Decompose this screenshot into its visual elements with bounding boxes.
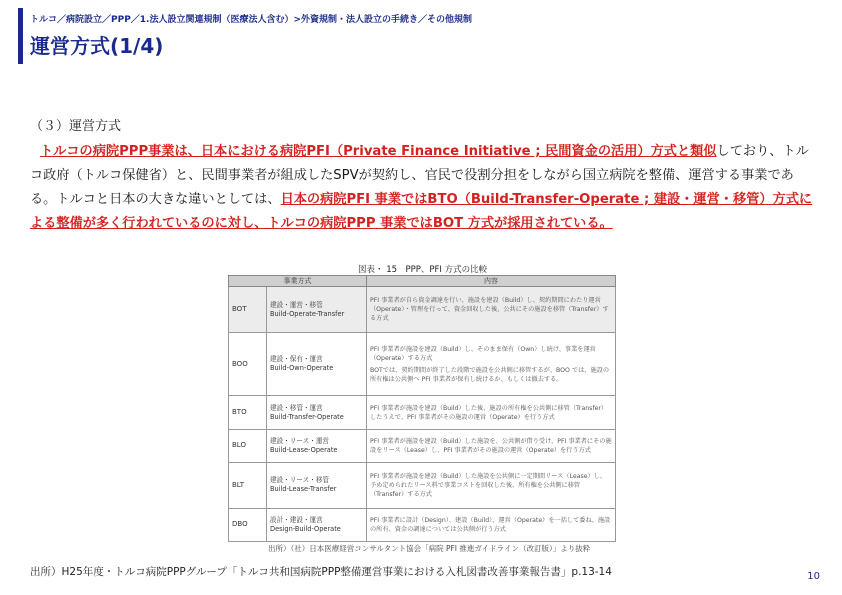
scheme-abbr: BLO	[229, 429, 267, 462]
scheme-comparison-table	[228, 275, 616, 542]
scheme-description-text: PFI 事業者が施設を建設（Build）し、そのまま保有（Own）し続け、事業を運営（Operate）する方式	[370, 345, 596, 362]
table-row	[229, 508, 616, 541]
scheme-description-text: PFI 事業者が自ら資金調達を行い、施設を建設（Build）し、契約期間にわたり運営（Operate）・管理を行って、資金回収した後、公共にその施設を移管（Transfer）する方式	[370, 297, 609, 323]
scheme-name-line: 設計・建設・運営	[270, 515, 323, 524]
table-header-content: 内容	[367, 276, 616, 287]
table-row	[229, 287, 616, 333]
table-header-scheme: 事業方式	[229, 276, 367, 287]
scheme-name-line: Build-Own-Operate	[270, 364, 334, 373]
scheme-name	[267, 429, 367, 462]
source-note: 出所）H25年度・トルコ病院PPPグループ「トルコ共和国病院PPP整備運営事業における入札図書改善事業報告書」p.13-14	[30, 566, 612, 578]
scheme-abbr: BOT	[229, 287, 267, 333]
scheme-description	[367, 429, 616, 462]
scheme-abbr: BLT	[229, 462, 267, 508]
scheme-name-line: 建設・保有・運営	[270, 355, 323, 364]
scheme-abbr: DBO	[229, 508, 267, 541]
scheme-name	[267, 287, 367, 333]
scheme-name	[267, 333, 367, 396]
scheme-name-line: Build-Lease-Operate	[270, 445, 338, 454]
body-text-2: しており、トルコ政府（トルコ保健省）と、民間事業者が組成したSPVが契約し、官民で役割分担をしながら国立病院を整備、運営する事業である。トルコと日本の大きな違いとしては、	[30, 144, 809, 207]
body-paragraph	[30, 140, 820, 236]
scheme-abbr: BTO	[229, 396, 267, 429]
scheme-name-line: 建設・移管・運営	[270, 403, 323, 412]
scheme-name-line: 建設・リース・移管	[270, 476, 330, 485]
scheme-name	[267, 462, 367, 508]
table-source-note: 出所）（社）日本医療経営コンサルタント協会「病院 PFI 推進ガイドライン（改訂版）」より抜粋	[268, 544, 591, 553]
scheme-name-line: 建設・リース・運営	[270, 436, 330, 445]
scheme-description	[367, 462, 616, 508]
scheme-description-text: PFI 事業者が施設を建設（Build）した後、施設の所有権を公共側に移管（Transfer）したうえで、PFI 事業者がその施設の運営（Operate）を行う方式	[370, 404, 608, 421]
scheme-description-text: BOTでは、契約期間が終了した段階で施設を公共側に移管するが、BOO では、施設の所有権は公共側へ PFI 事業者が保有し続けるか、もしくは撤去する。	[370, 366, 610, 383]
scheme-name-line: 建設・運営・移管	[270, 300, 323, 309]
table-row	[229, 333, 616, 396]
scheme-name	[267, 508, 367, 541]
scheme-description	[367, 333, 616, 396]
highlight-text-1: トルコの病院PPP事業は、日本における病院PFI（Private Finance Initiative ; 民間資金の活用）方式と類似	[40, 144, 717, 159]
scheme-description-text: PFI 事業者に設計（Design）、建設（Build）、運営（Operate）を一括して委ね、施設の所有、資金の調達については公共側が行う方式	[370, 516, 611, 533]
table-row	[229, 462, 616, 508]
page-title: 運営方式(1/4)	[30, 34, 164, 58]
table-row	[229, 396, 616, 429]
scheme-description-text: PFI 事業者が施設を建設（Build）した施設を、公共側が借り受け、PFI 事業者にその施設をリース（Lease）し、PFI 事業者がその施設の運営（Operate）を行う方式	[370, 437, 612, 454]
scheme-description-text: PFI 事業者が施設を建設（Build）した施設を公共側に一定期間リース（Lease）し、予め定められたリース料で事業コストを回収した後、所有権を公共側に移管（Transfer）する方式	[370, 472, 607, 498]
scheme-name	[267, 396, 367, 429]
scheme-name-line: Design-Build-Operate	[270, 524, 341, 533]
scheme-description	[367, 396, 616, 429]
scheme-abbr: BOO	[229, 333, 267, 396]
header-accent-bar	[18, 8, 23, 64]
figure-caption: 図表・ 15 PPP、PFI 方式の比較	[358, 265, 488, 275]
scheme-name-line: Build-Operate-Transfer	[270, 309, 345, 318]
scheme-description	[367, 508, 616, 541]
scheme-name-line: Build-Lease-Transfer	[270, 485, 337, 494]
table-row	[229, 429, 616, 462]
section-heading: （３）運営方式	[30, 119, 122, 134]
breadcrumb: トルコ／病院設立／PPP／1.法人設立関連規制（医療法人含む）>外資規制・法人設立の手続き／その他規制	[30, 15, 473, 25]
scheme-name-line: Build-Transfer-Operate	[270, 412, 344, 421]
page-number: 10	[807, 571, 820, 582]
scheme-description	[367, 287, 616, 333]
highlight-text-3: 日本の病院PFI 事業ではBTO（Build-Transfer-Operate ; 建設・運営・移管）方式による整備が多く行われているのに対し、トルコの病院PPP 事業ではBOT 方式が採用されている。	[30, 192, 813, 231]
